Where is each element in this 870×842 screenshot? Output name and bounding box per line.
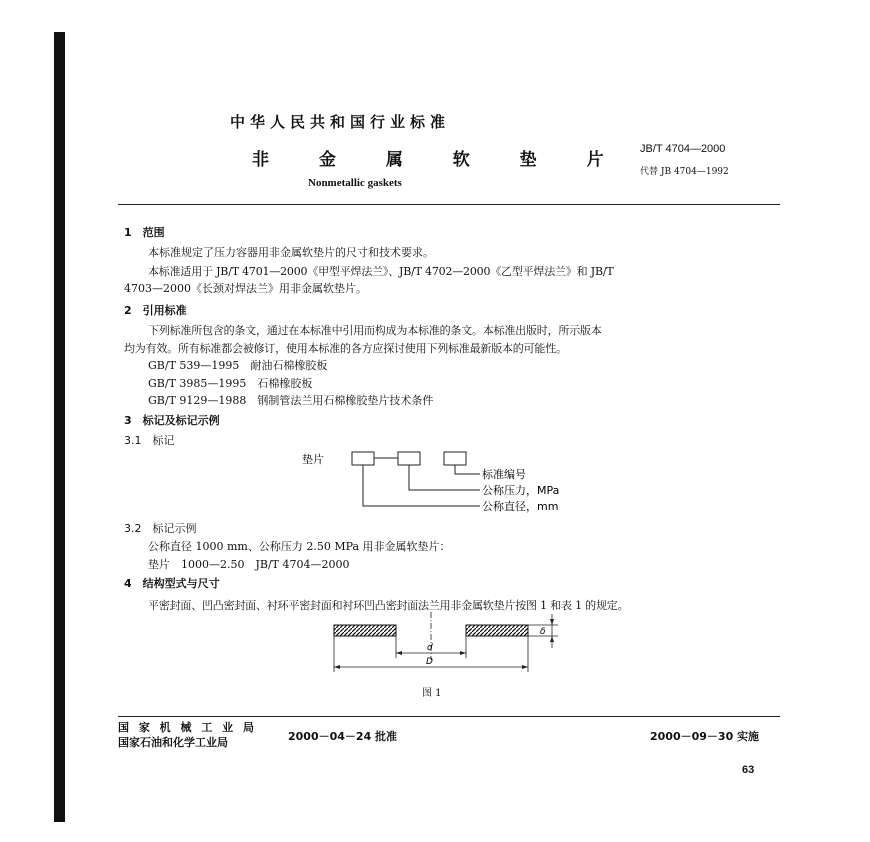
dim-label-d: d: [427, 643, 433, 653]
issuing-org-line: 中华人民共和国行业标准: [230, 113, 451, 131]
reference-item: GB/T 9129—1988 钢制管法兰用石棉橡胶垫片技术条件: [148, 394, 434, 407]
issuer-2: 国家石油和化学工业局: [118, 736, 228, 749]
section-3-heading: 3 标记及标记示例: [124, 414, 220, 427]
gasket-section-left: [334, 625, 396, 636]
reference-item: GB/T 3985—1995 石棉橡胶板: [148, 377, 313, 390]
marking-prefix: 垫片: [302, 453, 324, 466]
label-nominal-pressure: 公称压力，MPa: [482, 484, 560, 497]
english-title: Nonmetallic gaskets: [308, 177, 402, 189]
issuer-1: 国 家 机 械 工 业 局: [118, 721, 257, 734]
subsection-3-2-heading: 3.2 标记示例: [124, 522, 197, 535]
approval-date: 2000－04－24 批准: [288, 730, 398, 743]
standard-number: JB/T 4704—2000: [640, 143, 726, 155]
section-4-heading: 4 结构型式与尺寸: [124, 577, 220, 590]
marking-example-2: 垫片 1000—2.50 JB/T 4704—2000: [148, 558, 350, 571]
document-title: 非 金 属 软 垫 片: [252, 150, 626, 170]
dim-label-D: D: [426, 657, 433, 667]
reference-item: GB/T 539—1995 耐油石棉橡胶板: [148, 359, 328, 372]
section-1-para-2a: 本标准适用于 JB/T 4701—2000《甲型平焊法兰》、JB/T 4702—2000《乙型平焊法兰》和 JB/T: [148, 265, 614, 278]
marking-example-1: 公称直径 1000 mm、公称压力 2.50 MPa 用非金属软垫片：: [148, 540, 451, 553]
label-standard-no: 标准编号: [482, 468, 526, 481]
section-1-heading: 1 范围: [124, 226, 165, 239]
section-2-para-1a: 下列标准所包含的条文，通过在本标准中引用而构成为本标准的条文。本标准出版时，所示版本: [148, 324, 602, 337]
replaces-standard: 代替 JB 4704—1992: [640, 167, 729, 177]
section-1-para-2b: 4703—2000《长颈对焊法兰》用非金属软垫片。: [124, 282, 367, 295]
dim-label-thickness: δ: [540, 627, 546, 637]
footer-rule: [118, 716, 780, 717]
figure-caption: 图 1: [422, 688, 442, 699]
page-number: 63: [742, 764, 755, 776]
section-2-heading: 2 引用标准: [124, 304, 187, 317]
gasket-section-right: [466, 625, 528, 636]
label-nominal-diameter: 公称直径，mm: [482, 500, 559, 513]
section-4-para-1: 平密封面、凹凸密封面、衬环平密封面和衬环凹凸密封面法兰用非金属软垫片按图 1 和表 1 的规定。: [148, 599, 629, 612]
section-1-para-1: 本标准规定了压力容器用非金属软垫片的尺寸和技术要求。: [148, 246, 434, 259]
section-2-para-1b: 均为有效。所有标准都会被修订，使用本标准的各方应探讨使用下列标准最新版本的可能性。: [124, 342, 567, 355]
subsection-3-1-heading: 3.1 标记: [124, 434, 175, 447]
implementation-date: 2000－09－30 实施: [650, 730, 760, 743]
